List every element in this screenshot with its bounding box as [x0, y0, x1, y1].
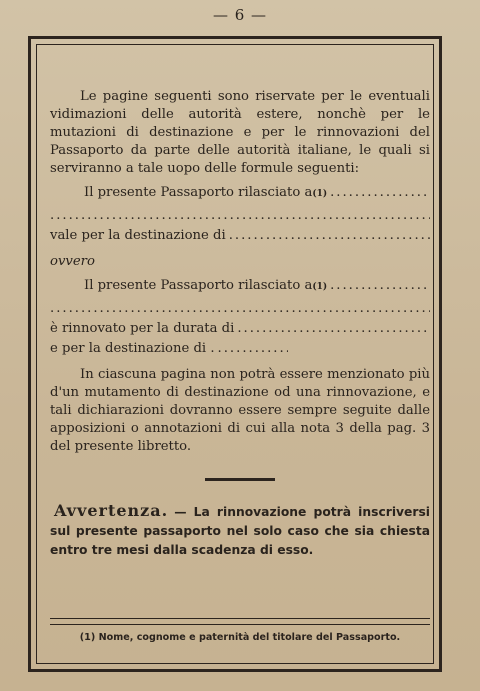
formula2-line1 — [50, 277, 430, 296]
ovvero-label: ovvero — [50, 254, 95, 269]
formula2-text: Il presente Passaporto rilasciato a — [84, 278, 313, 293]
page-number: — 6 — — [212, 6, 268, 24]
double-rule — [50, 618, 430, 625]
dotted-fill — [330, 277, 430, 295]
formula2-line4 — [50, 340, 430, 358]
avvertenza-text: — La rinnovazione potrà inscriversi sul presente passaporto nel solo caso che sia chiesta entro tre mesi dalla scadenza di esso. — [50, 505, 430, 557]
formula2-duration-text: è rinnovato per la durata di — [50, 321, 235, 336]
intro-paragraph: Le pagine seguenti sono riservate per le eventuali vidimazioni delle autorità estere, nonchè per le mutazioni di destinazione e per le rinnovazioni del Passaporto da parte delle autorità italiane, le quali si serviranno a tale uopo delle formule seguenti: — [50, 89, 430, 176]
section-divider — [205, 478, 275, 481]
formula1-line1 — [50, 184, 430, 203]
footnote: (1) Nome, cognome e paternità del titolare del Passaporto. — [79, 632, 401, 643]
formula1-text: Il presente Passaporto rilasciato a — [84, 185, 313, 200]
footnote-ref: (1) — [312, 282, 328, 292]
dotted-fill — [237, 320, 430, 338]
formula2-destination-text: e per la destinazione di . — [50, 341, 215, 356]
main-content — [50, 88, 430, 572]
dotted-fill — [330, 184, 430, 202]
dotted-fill — [229, 227, 430, 245]
formula1-destination-text: vale per la destinazione di — [50, 228, 226, 243]
formula1-line3 — [50, 227, 430, 245]
dotted-fill — [218, 340, 288, 358]
formula2-line3 — [50, 320, 430, 338]
dotted-line — [50, 300, 430, 318]
dotted-line — [50, 207, 430, 225]
avvertenza-title: Avvertenza. — [54, 501, 169, 520]
footnote-ref: (1) — [312, 189, 328, 199]
avvertenza-paragraph — [50, 501, 430, 560]
note-paragraph: In ciascuna pagina non potrà essere menzionato più d'un mutamento di destinazione od una rinnovazione, e tali dichiarazioni dovranno essere sempre seguite dalle apposizioni o annotazioni di cui alla nota 3 della pag. 3 del presente libretto. — [50, 367, 430, 454]
